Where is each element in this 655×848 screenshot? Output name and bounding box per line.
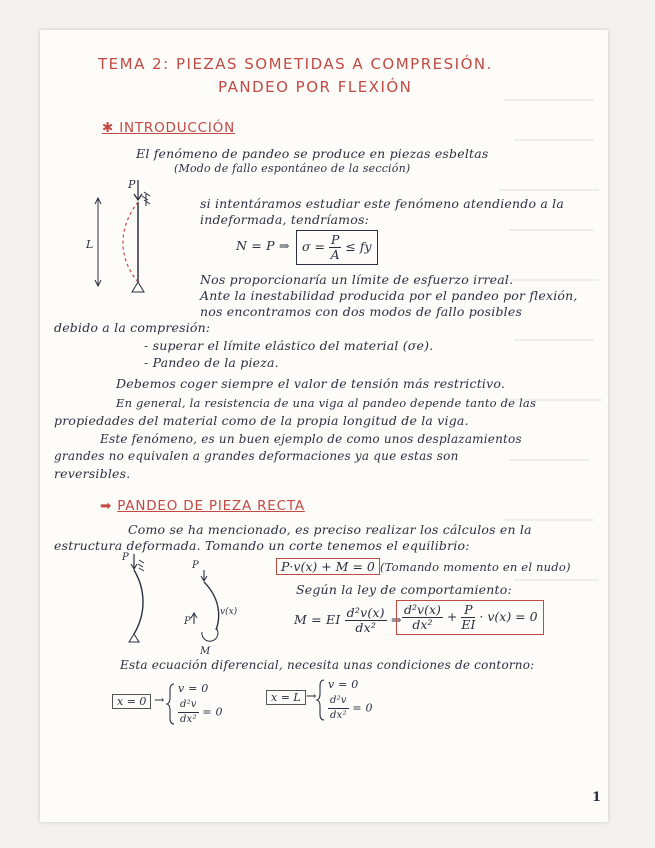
boundary-label-x0: x = 0	[112, 694, 151, 709]
figure-label-p-bottom: P	[184, 616, 191, 627]
bullet-item: - Pandeo de la pieza.	[144, 355, 279, 370]
cut-member	[204, 582, 219, 630]
boxed-stress-equation	[296, 230, 378, 265]
page-subtitle: PANDEO POR FLEXIÓN	[218, 78, 413, 96]
fraction-denominator: dx²	[412, 617, 433, 632]
equation-left: M = EI	[294, 612, 341, 627]
fraction-second-derivative	[402, 603, 443, 632]
pin-support-icon	[129, 634, 139, 642]
fraction-denominator: dx²	[180, 714, 197, 725]
fraction-denominator: EI	[461, 617, 476, 632]
fraction-second-derivative	[328, 694, 349, 723]
text-line: El fenómeno de pandeo se produce en piezas esbeltas	[136, 146, 489, 161]
equation-tail: · v(x) = 0	[479, 609, 538, 624]
fraction-p-over-a	[329, 233, 341, 262]
equation-moment-law	[294, 606, 402, 635]
boundary-condition-derivative	[328, 694, 373, 723]
text-line: Debemos coger siempre el valor de tensión más restrictivo.	[116, 376, 506, 391]
equation-right: = 0	[352, 701, 373, 715]
fraction-denominator: A	[330, 247, 340, 262]
section-heading-text: PANDEO DE PIEZA RECTA	[117, 498, 305, 514]
section-heading-text: INTRODUCCIÓN	[119, 120, 235, 136]
text-line: reversibles.	[54, 466, 131, 481]
fraction-numerator: P	[330, 232, 340, 247]
pin-support-icon	[132, 282, 144, 292]
text-line: Ante la inestabilidad producida por el pandeo por flexión,	[200, 288, 578, 303]
fraction-numerator: P	[461, 603, 475, 618]
plus-sign: +	[446, 609, 458, 624]
column-buckling-figure	[82, 178, 172, 298]
text-line: nos encontramos con dos modos de fallo posibles	[200, 304, 523, 319]
brace-icon	[316, 678, 326, 722]
text-line: Este fenómeno, es un buen ejemplo de como unos desplazamientos	[100, 432, 522, 446]
figure-label-vx: v(x)	[220, 607, 238, 617]
equation-n-p	[236, 238, 290, 253]
figure-label-p: P	[122, 552, 129, 563]
figure-label-p: P	[128, 178, 136, 191]
arrow-right-icon: ➡	[100, 498, 118, 514]
text-line: Como se ha mencionado, es preciso realizar los cálculos en la	[128, 522, 532, 537]
text-line: Esta ecuación diferencial, necesita unas condiciones de contorno:	[120, 658, 535, 672]
figure-label-m: M	[200, 646, 211, 657]
asterisk-icon: ✱	[102, 120, 120, 136]
boundary-condition-derivative	[178, 698, 223, 727]
text-line: si intentáramos estudiar este fenómeno atendiendo a la	[200, 196, 565, 211]
fraction-second-derivative	[345, 606, 387, 635]
equation-right: ≤ fy	[345, 239, 372, 254]
text-line: (Modo de fallo espontáneo de la sección)	[174, 162, 411, 175]
equation-right: = 0	[202, 705, 223, 719]
fraction-p-over-ei	[461, 603, 475, 632]
pinned-column-figure	[122, 550, 162, 650]
arrow-right-icon: →	[306, 688, 317, 703]
text-line: En general, la resistencia de una viga al pandeo depende tanto de las	[116, 396, 537, 410]
text-line: Según la ley de comportamiento:	[296, 582, 512, 597]
implies-arrow: ⇒	[390, 612, 402, 627]
equilibrium-equation: P·v(x) + M = 0	[281, 559, 375, 574]
free-body-figure	[182, 558, 242, 658]
page-title: TEMA 2: PIEZAS SOMETIDAS A COMPRESIÓN.	[98, 55, 493, 73]
fraction-numerator: d²v(x)	[404, 602, 441, 617]
deformed-column	[134, 570, 143, 634]
fraction-numerator: d²v	[328, 694, 349, 709]
equation-sigma: σ =	[302, 239, 325, 254]
boxed-equilibrium-equation	[276, 558, 380, 575]
bleed-through-decoration	[494, 80, 608, 640]
bullet-item: - superar el límite elástico del material (σe).	[144, 338, 434, 353]
fraction-denominator: dx²	[330, 710, 347, 721]
equation-note: (Tomando momento en el nudo)	[380, 560, 571, 574]
text-line: estructura deformada. Tomando un corte tenemos el equilibrio:	[54, 538, 470, 553]
text-line: propiedades del material como de la propia longitud de la viga.	[54, 413, 469, 428]
fraction-second-derivative	[178, 698, 199, 727]
boxed-differential-equation	[396, 600, 544, 635]
section-heading-pandeo	[100, 498, 305, 514]
fraction-denominator: dx²	[355, 620, 377, 635]
figure-label-l: L	[86, 238, 94, 251]
roller-support-icon	[138, 560, 144, 571]
section-heading-introduccion	[102, 120, 235, 136]
text-line: grandes no equivalen a grandes deformaciones ya que estas son	[54, 449, 459, 463]
arrow-right-icon: →	[154, 692, 165, 707]
boundary-label-xl: x = L	[266, 690, 306, 705]
equation-left: N = P ⇒	[236, 238, 290, 253]
fraction-numerator: d²v(x)	[346, 605, 385, 620]
notebook-page	[40, 30, 608, 822]
page-number: 1	[592, 790, 602, 805]
fraction-numerator: d²v	[178, 698, 199, 713]
text-line: indeformada, tendríamos:	[200, 212, 369, 227]
boundary-condition-v: v = 0	[328, 678, 359, 691]
brace-icon	[166, 682, 176, 726]
text-line: debido a la compresión:	[54, 320, 211, 335]
moment-arc-icon	[202, 628, 218, 641]
figure-label-p-top: P	[192, 560, 199, 571]
text-line: Nos proporcionaría un límite de esfuerzo irreal.	[200, 272, 514, 287]
buckled-shape	[123, 202, 138, 282]
boundary-condition-v: v = 0	[178, 682, 209, 695]
roller-support-icon	[142, 192, 150, 206]
